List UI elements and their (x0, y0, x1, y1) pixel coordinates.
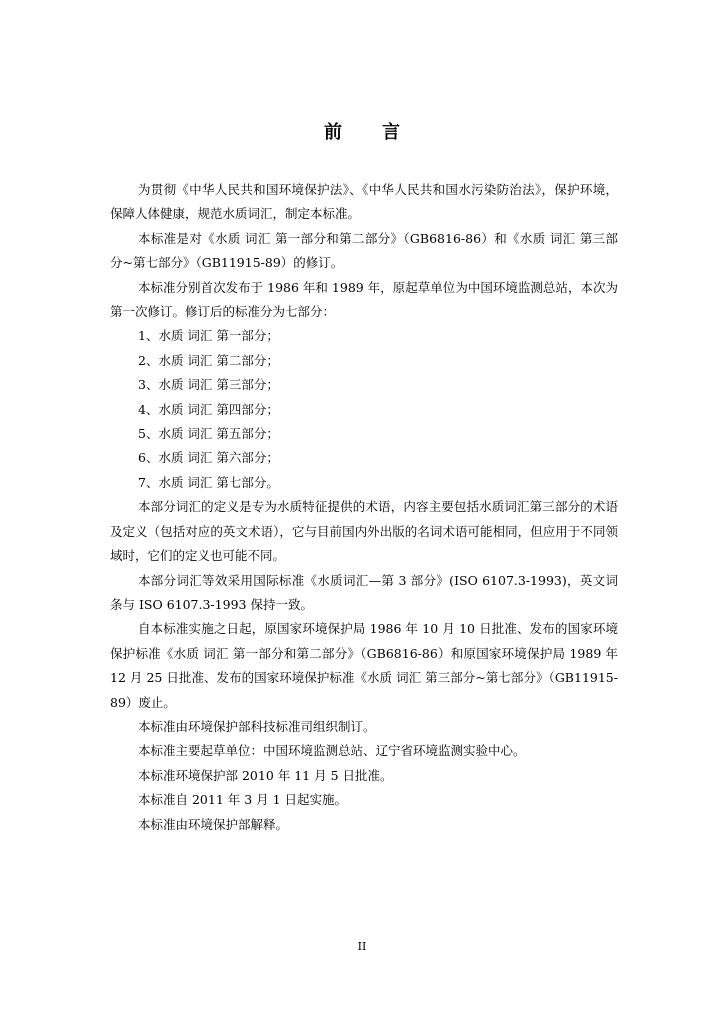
page-title (0, 118, 724, 144)
paragraph-drafting-units: 本标准主要起草单位：中国环境监测总站、辽宁省环境监测实验中心。 (138, 743, 526, 759)
paragraph-purpose: 为贯彻《中华人民共和国环境保护法》、《中华人民共和国水污染防治法》，保护环境，保障人体健康，规范水质词汇，制定本标准。 (110, 182, 618, 222)
paragraph-interpretation: 本标准由环境保护部解释。 (138, 816, 289, 832)
list-item: 7、水质 词汇 第七部分。 (138, 474, 279, 490)
list-item: 1、水质 词汇 第一部分； (138, 328, 279, 344)
body-content (110, 178, 618, 837)
paragraph-revision: 本标准是对《水质 词汇 第一部分和第二部分》（GB6816-86）和《水质 词汇 第三部分~第七部分》（GB11915-89）的修订。 (110, 230, 618, 271)
list-item: 6、水质 词汇 第六部分； (138, 450, 279, 466)
list-item: 5、水质 词汇 第五部分； (138, 426, 279, 442)
paragraph-history: 本标准分别首次发布于 1986 年和 1989 年，原起草单位为中国环境监测总站，本次为第一次修订。修订后的标准分为七部分： (110, 279, 618, 320)
paragraph-approval-date: 本标准环境保护部 2010 年 11 月 5 日批准。 (138, 767, 393, 783)
paragraph-iso-equivalence: 本部分词汇等效采用国际标准《水质词汇—第 3 部分》(ISO 6107.3-1993)，英文词条与 ISO 6107.3-1993 保持一致。 (110, 572, 618, 612)
paragraph-effective-date: 本标准自 2011 年 3 月 1 日起实施。 (138, 792, 348, 808)
page-number: II (357, 940, 367, 953)
paragraph-abolition: 自本标准实施之日起，原国家环境保护局 1986 年 10 月 10 日批准、发布的国家环境保护标准《水质 词汇 第一部分和第二部分》（GB6816-86）和原国家环境保护局 1989 年 12 月 25 日批准、发布的国家环境保护标准《水质 词汇 第三部分~第七部分》（GB11915-89）废止。 (110, 621, 618, 710)
page-title-char-2: 言 (382, 122, 400, 143)
list-item: 4、水质 词汇 第四部分； (138, 401, 279, 417)
page-title-char-1: 前 (324, 122, 342, 143)
paragraph-organizer: 本标准由环境保护部科技标准司组织制订。 (138, 718, 376, 734)
list-item: 2、水质 词汇 第二部分； (138, 352, 279, 368)
paragraph-definitions: 本部分词汇的定义是专为水质特征提供的术语，内容主要包括水质词汇第三部分的术语及定义（包括对应的英文术语），它与目前国内外出版的名词术语可能相同，但应用于不同领域时，它们的定义也可能不同。 (110, 499, 618, 564)
list-item: 3、水质 词汇 第三部分； (138, 377, 279, 393)
